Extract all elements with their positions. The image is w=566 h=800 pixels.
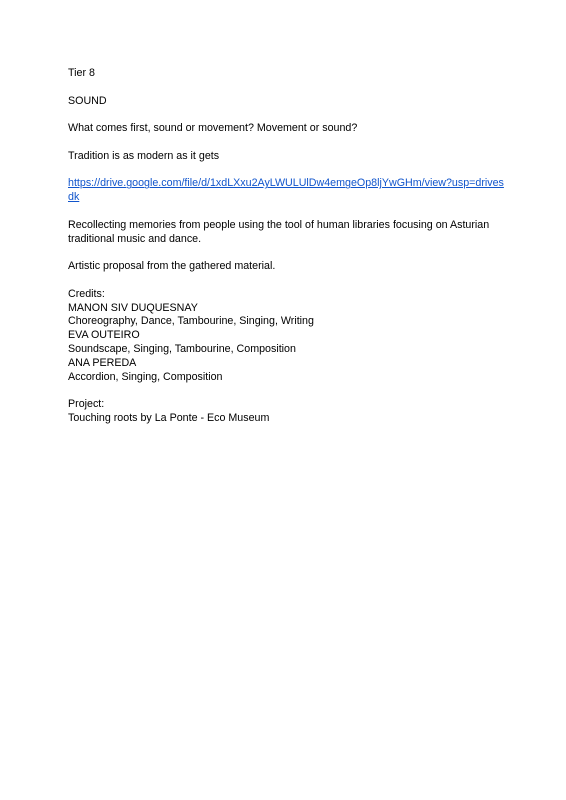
project-label: Project:	[68, 398, 105, 411]
drive-link[interactable]	[68, 177, 504, 205]
section-heading: SOUND	[68, 94, 107, 107]
proposal-text: Artistic proposal from the gathered material.	[68, 260, 276, 273]
credit-name: EVA OUTEIRO	[68, 329, 140, 342]
credits-label: Credits:	[68, 287, 105, 300]
project-section	[68, 398, 508, 426]
drive-link-line-2: dk	[68, 191, 80, 204]
credits-section	[68, 288, 508, 385]
tier-label: Tier 8	[68, 67, 95, 79]
description-line-1: Recollecting memories from people using the tool of human libraries focusing on Asturian	[68, 218, 490, 231]
credit-name: ANA PEREDA	[68, 356, 137, 369]
credit-roles: Accordion, Singing, Composition	[68, 370, 223, 383]
question-text: What comes first, sound or movement? Movement or sound?	[68, 122, 358, 135]
project-value: Touching roots by La Ponte - Eco Museum	[68, 411, 270, 424]
drive-link-line-1: https://drive.google.com/file/d/1xdLXxu2AyLWULUlDw4emgeOp8ljYwGHm/view?usp=drives	[68, 177, 504, 190]
tagline-text: Tradition is as modern as it gets	[68, 149, 220, 162]
description-text	[68, 219, 508, 247]
credit-roles: Soundscape, Singing, Tambourine, Composition	[68, 342, 296, 355]
description-line-2: traditional music and dance.	[68, 232, 202, 245]
document-body	[68, 67, 508, 440]
credit-roles: Choreography, Dance, Tambourine, Singing, Writing	[68, 315, 314, 328]
credit-name: MANON SIV DUQUESNAY	[68, 301, 198, 314]
